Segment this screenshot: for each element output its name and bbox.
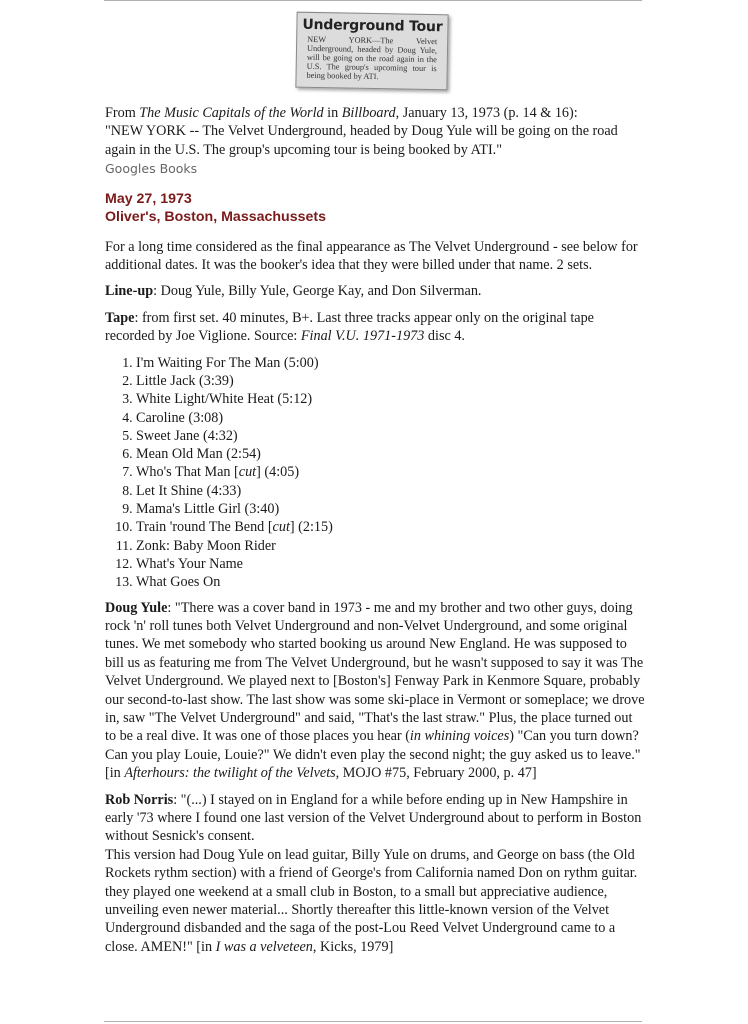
track-cut-note: cut xyxy=(272,519,290,536)
track-title: Train 'round The Bend [ xyxy=(136,519,273,536)
intro-paragraph xyxy=(105,104,645,159)
lineup-paragraph xyxy=(105,282,645,300)
track-item xyxy=(136,555,645,573)
clipping-text: NEW YORK—The Velvet Underground, headed by Doug Yule, will be going on the road again in the U.S. The group's upcoming tour is being booked by ATI. xyxy=(306,34,438,82)
article-content xyxy=(105,104,645,964)
publication-title: The Music Capitals of the World xyxy=(139,105,324,121)
track-title: Who's That Man [ xyxy=(136,464,239,481)
track-item xyxy=(136,445,645,463)
rob-norris-quote xyxy=(105,791,645,957)
tape-label: Tape xyxy=(105,309,135,326)
track-item xyxy=(136,372,645,390)
doug-quote-text1: : "There was a cover band in 1973 - me and my brother and two other guys, doing rock 'n' roll tunes both Velvet Underground and non-Velvet Underground, and some original tunes. We met somebody who started booking us around New England. He was supposed to bill us as featuring me from The Velvet Underground, but he wasn't supposed to say it was The Velvet Underground. We played next to [Boston's] Fenway Park in Kenmore Square, probably our second-to-last show. The last show was some ski-place in Vermont or someplace; we drove in, saw "The Velvet Underground" and said, "That's the last straw." Plus, the place turned out to be a real dive. It was one of those places you hear ( xyxy=(105,599,645,745)
track-title: I'm Waiting For The Man (5:00) xyxy=(136,354,319,371)
show-description: For a long time considered as the final appearance as The Velvet Underground - see below for additional dates. It was the booker's idea that they were billed under that name. 2 sets. xyxy=(105,238,638,274)
track-title: Let It Shine (4:33) xyxy=(136,482,242,499)
track-title: What Goes On xyxy=(136,574,221,591)
track-item xyxy=(136,463,645,481)
doug-quote-text2: ) "Can you turn down? Can you play Louie, Louie?" We didn't even play the second night; the guy asked us to leave." [in xyxy=(105,728,641,782)
newspaper-clipping-image xyxy=(295,12,448,91)
intro-prefix: From xyxy=(105,105,140,121)
doug-quote-source-title: Afterhours: the twilight of the Velvets xyxy=(124,765,336,782)
show-heading xyxy=(105,190,645,226)
show-venue: Oliver's, Boston, Massachussets xyxy=(105,208,327,225)
doug-yule-quote xyxy=(105,599,645,783)
doug-yule-speaker: Doug Yule xyxy=(105,599,168,616)
track-list xyxy=(105,354,645,592)
track-title: Little Jack (3:39) xyxy=(136,372,234,389)
intro-quote: "NEW YORK -- The Velvet Underground, headed by Doug Yule will be going on the road again in the U.S. The group's upcoming tour is being booked by ATI." xyxy=(105,123,618,158)
track-item xyxy=(136,500,645,518)
show-date: May 27, 1973 xyxy=(105,190,192,207)
track-item xyxy=(136,537,645,555)
track-item xyxy=(136,573,645,591)
tape-text: : from first set. 40 minutes, B+. Last three tracks appear only on the original tape recorded by Joe Viglione. Source: xyxy=(105,309,594,345)
track-title: Caroline (3:08) xyxy=(136,409,224,426)
doug-quote-source-rest: , MOJO #75, February 2000, p. 47] xyxy=(335,765,537,782)
lineup-label: Line-up xyxy=(105,283,154,300)
rob-quote-source-rest: , Kicks, 1979] xyxy=(312,938,394,955)
lineup-text: : Doug Yule, Billy Yule, George Kay, and Don Silverman. xyxy=(153,283,482,300)
rob-quote-source-title: I was a velveteen xyxy=(215,938,313,955)
track-title: Mama's Little Girl (3:40) xyxy=(136,501,280,518)
track-title: Mean Old Man (2:54) xyxy=(136,446,261,463)
track-title: What's Your Name xyxy=(136,555,243,572)
rob-quote-text2: This version had Doug Yule on lead guitar, Billy Yule on drums, and George on bass (the Old Rockets rythm section) with a friend of George's from California named Don on rythm guitar. they played one weekend at a small club in Boston, to a small but appreciative audience, unveiling even newer material... Shortly thereafter this little-known version of the Velvet Underground disbanded and the saga of the post-Lou Reed Velvet Underground came to a close. AMEN!" [in xyxy=(105,846,638,955)
track-title: Zonk: Baby Moon Rider xyxy=(136,537,276,554)
top-divider xyxy=(104,0,642,1)
track-item xyxy=(136,482,645,500)
tape-source: Final V.U. 1971-1973 xyxy=(300,328,425,345)
tape-disc: disc 4. xyxy=(424,328,465,345)
track-duration: ] (2:15) xyxy=(289,519,333,536)
clipping-title: Underground Tour xyxy=(302,16,443,36)
tape-paragraph xyxy=(105,309,645,346)
track-title: Sweet Jane (4:32) xyxy=(136,427,238,444)
track-item xyxy=(136,409,645,427)
track-title: White Light/White Heat (5:12) xyxy=(136,391,313,408)
track-item xyxy=(136,427,645,445)
google-books-source: Googles Books xyxy=(105,161,198,177)
bottom-divider xyxy=(104,1021,642,1022)
track-cut-note: cut xyxy=(238,464,257,481)
intro-in: in xyxy=(323,105,342,121)
track-item xyxy=(136,390,645,408)
rob-quote-text1: : "(...) I stayed on in England for a while before ending up in New Hampshire in early '73 where I found one last version of the Velvet Underground about to perform in Boston without Sesnick's consent. xyxy=(105,791,642,845)
rob-norris-speaker: Rob Norris xyxy=(105,791,174,808)
track-duration: ] (4:05) xyxy=(256,464,300,481)
track-item xyxy=(136,354,645,372)
intro-date: , January 13, 1973 (p. 14 & 16): xyxy=(395,105,578,121)
doug-quote-aside: in whining voices xyxy=(409,728,510,745)
track-item xyxy=(136,518,645,536)
magazine-title: Billboard xyxy=(341,105,396,121)
